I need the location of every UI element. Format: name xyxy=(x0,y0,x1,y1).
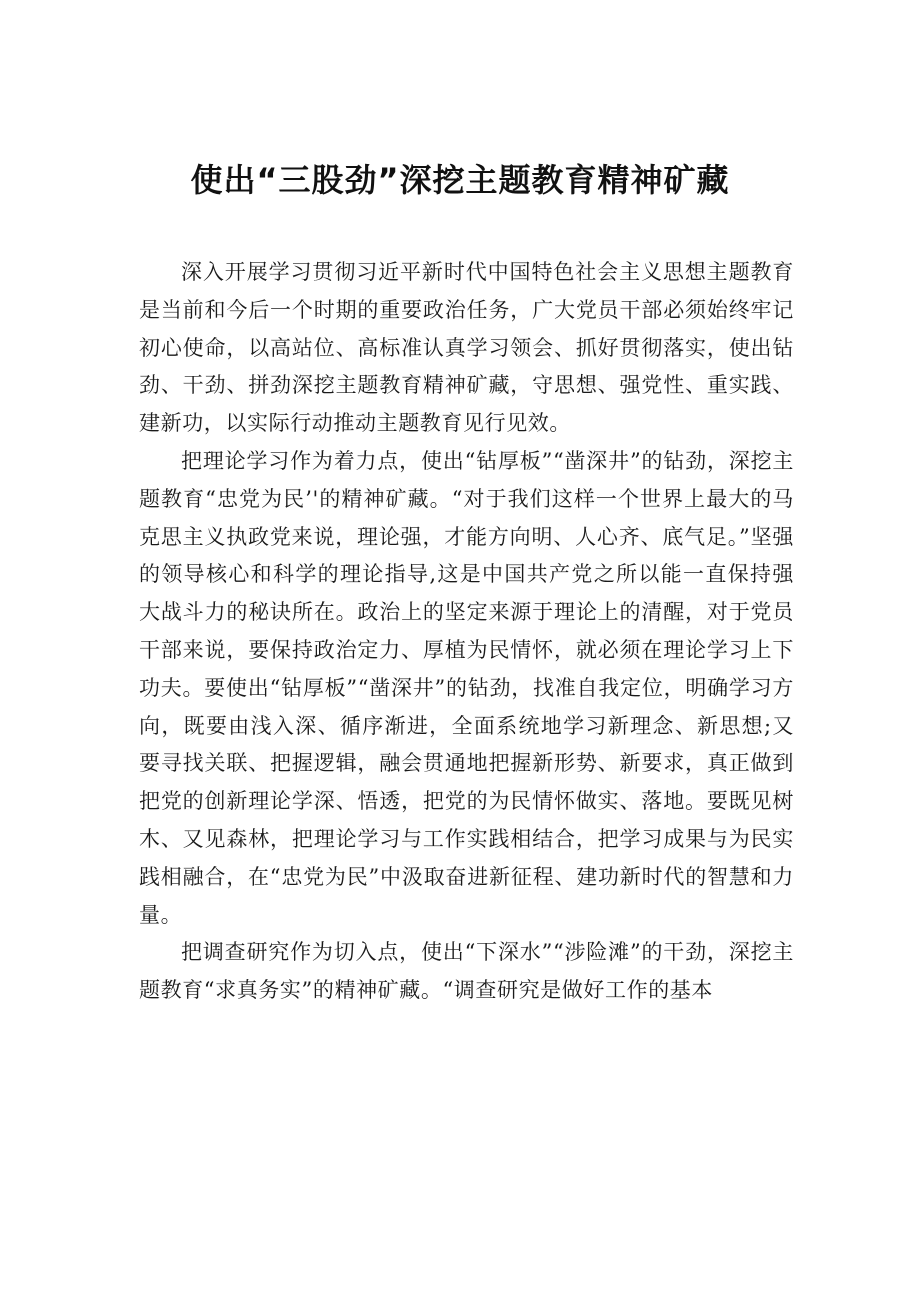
document-body xyxy=(139,254,794,1010)
paragraph-investigation: 把调查研究作为切入点，使出“下深水”“涉险滩”的干劲，深挖主题教育“求真务实”的精神矿藏。“调查研究是做好工作的基本 xyxy=(139,940,794,1003)
paragraph-theory-study: 把理论学习作为着力点，使出“钻厚板”“凿深井”的钻劲，深挖主题教育“忠党为民’'的精神矿藏。“对于我们这样一个世界上最大的马克思主义执政党来说，理论强，才能方向明、人心齐、底气足。”坚强的领导核心和科学的理论指导,这是中国共产党之所以能一直保持强大战斗力的秘诀所在。政治上的坚定来源于理论上的清醒，对于党员干部来说，要保持政治定力、厚植为民情怀，就必须在理论学习上下功夫。要使出“钻厚板”“凿深井”的钻劲，找准自我定位，明确学习方向，既要由浅入深、循序渐进，全面系统地学习新理念、新思想;又要寻找关联、把握逻辑，融会贯通地把握新形势、新要求，真正做到把党的创新理论学深、悟透，把党的为民情怀做实、落地。要既见树木、又见森林，把理论学习与工作实践相结合，把学习成果与为民实践相融合，在“忠党为民”中汲取奋进新征程、建功新时代的智慧和力量。 xyxy=(139,448,794,927)
paragraph-intro: 深入开展学习贯彻习近平新时代中国特色社会主义思想主题教育是当前和今后一个时期的重要政治任务，广大党员干部必须始终牢记初心使命，以高站位、高标准认真学习领会、抓好贯彻落实，使出钻劲、干劲、拼劲深挖主题教育精神矿藏，守思想、强党性、重实践、建新功，以实际行动推动主题教育见行见效。 xyxy=(139,260,794,436)
document-title: 使出“三股劲”深挖主题教育精神矿藏 xyxy=(190,161,730,199)
